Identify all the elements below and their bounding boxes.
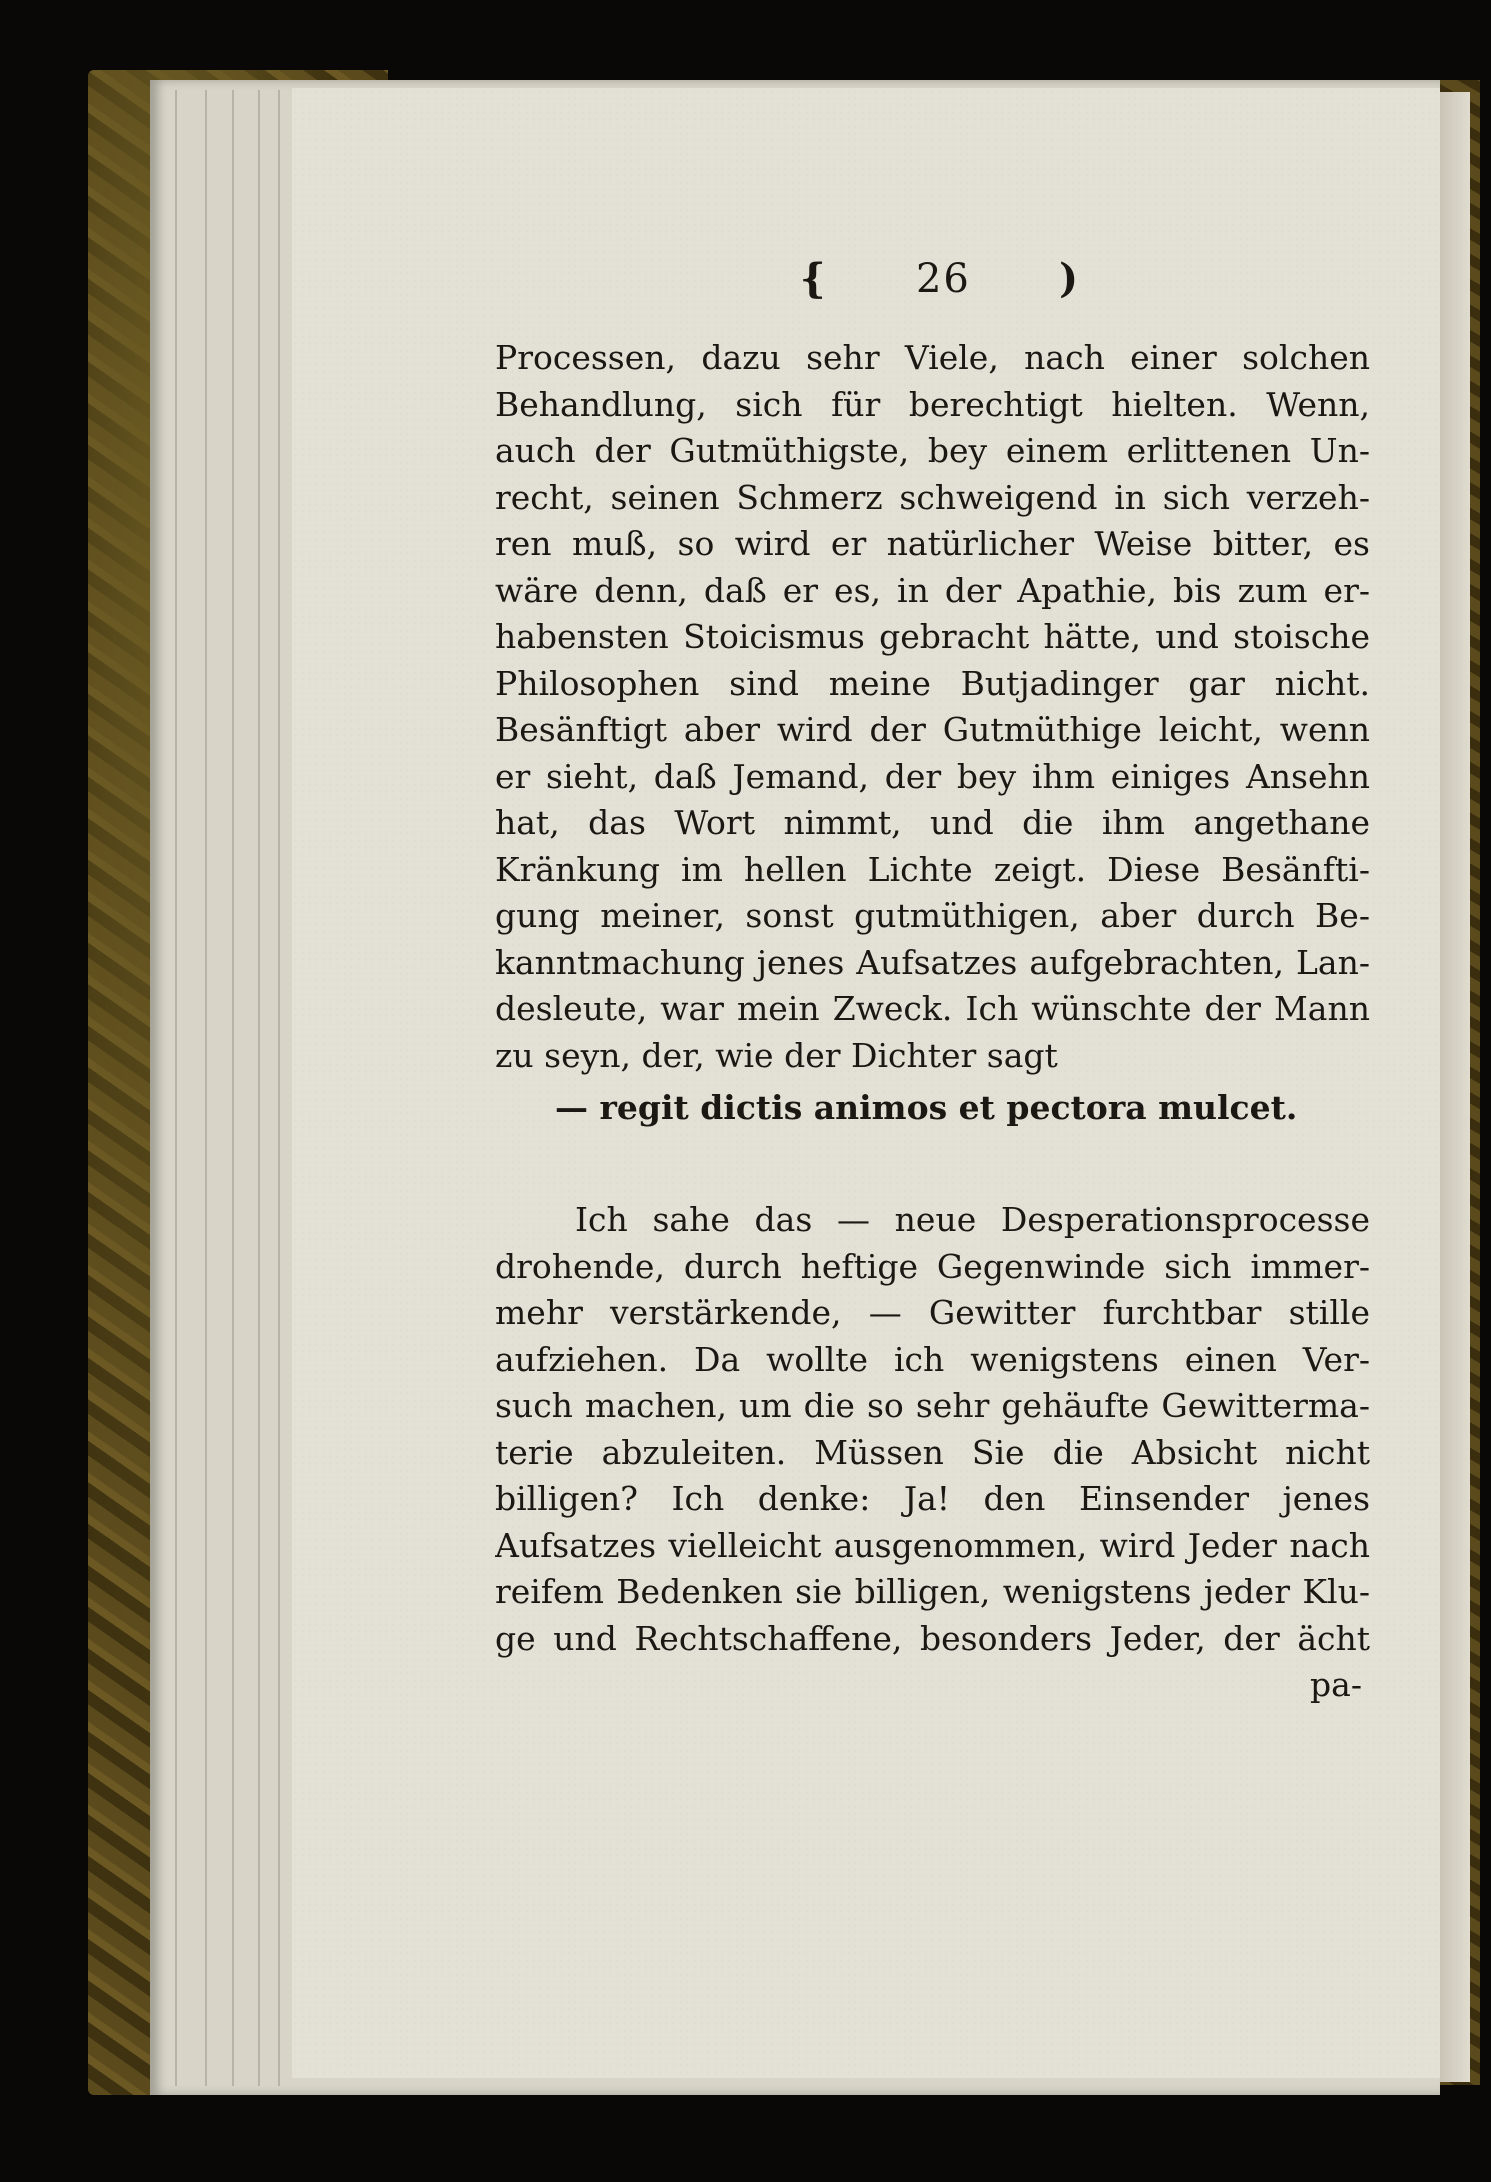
text-line: zu seyn, der, wie der Dichter sagt [495, 1035, 1058, 1075]
text-line: recht, seinen Schmerz schweigend in sich verzeh- [495, 477, 1370, 517]
latin-quote: — regit dictis animos et pectora mulcet. [555, 1088, 1298, 1127]
catchword: pa- [1310, 1665, 1362, 1704]
text-line: desleute, war mein Zweck. Ich wünschte der Mann [495, 989, 1370, 1028]
page-number: 26 [915, 256, 971, 302]
text-line: ge und Rechtschaffene, besonders Jeder, der ächt [495, 1618, 1370, 1658]
text-line: such machen, um die so sehr gehäufte Gewitterma- [495, 1386, 1370, 1425]
page-edge [205, 90, 207, 2086]
text-line: ren muß, so wird er natürlicher Weise bitter, es [495, 524, 1370, 563]
text-line: er sieht, daß Jemand, der bey ihm einiges Ansehn [495, 756, 1370, 796]
text-line: mehr verstärkende, — Gewitter furchtbar stille [495, 1293, 1370, 1332]
text-line: Kränkung im hellen Lichte zeigt. Diese Besänfti- [495, 849, 1370, 889]
text-line: habensten Stoicismus gebracht hätte, und stoische [495, 617, 1370, 656]
text-line: Philosophen sind meine Butjadinger gar nicht. [495, 663, 1370, 703]
page-edge [175, 90, 177, 2086]
text-line: billigen? Ich denke: Ja! den Einsender jenes [495, 1479, 1370, 1518]
header-left-bracket: { [799, 255, 828, 302]
page-header [780, 255, 1100, 302]
page-edge [232, 90, 234, 2086]
facing-page-edge [1440, 92, 1470, 2082]
page-edge [278, 90, 280, 2086]
text-line: gung meiner, sonst gutmüthigen, aber durch Be- [495, 896, 1370, 935]
text-line: terie abzuleiten. Müssen Sie die Absicht nicht [495, 1432, 1370, 1472]
text-line: auch der Gutmüthigste, bey einem erlittenen Un- [495, 431, 1370, 470]
paragraph-gap [495, 1137, 1370, 1197]
text-line: Aufsatzes vielleicht ausgenommen, wird Jeder nach [495, 1525, 1370, 1565]
text-line: Ich sahe das — neue Desperationsprocesse [575, 1200, 1370, 1239]
text-line: Behandlung, sich für berechtigt hielten. Wenn, [495, 384, 1370, 424]
text-line: drohende, durch heftige Gegenwinde sich immer- [495, 1246, 1370, 1286]
header-right-bracket: ) [1059, 255, 1081, 302]
text-line: reifem Bedenken sie billigen, wenigstens jeder Klu- [495, 1572, 1370, 1611]
text-line: Processen, dazu sehr Viele, nach einer solchen [495, 338, 1370, 377]
page-edge [258, 90, 260, 2086]
text-line: kanntmachung jenes Aufsatzes aufgebrachten, Lan- [495, 942, 1370, 982]
text-line: wäre denn, daß er es, in der Apathie, bis zum er- [495, 570, 1370, 610]
text-line: Besänftigt aber wird der Gutmüthige leicht, wenn [495, 710, 1370, 749]
text-line: aufziehen. Da wollte ich wenigstens einen Ver- [495, 1339, 1370, 1379]
page-text [495, 335, 1370, 1709]
text-line: hat, das Wort nimmt, und die ihm angethane [495, 803, 1370, 842]
